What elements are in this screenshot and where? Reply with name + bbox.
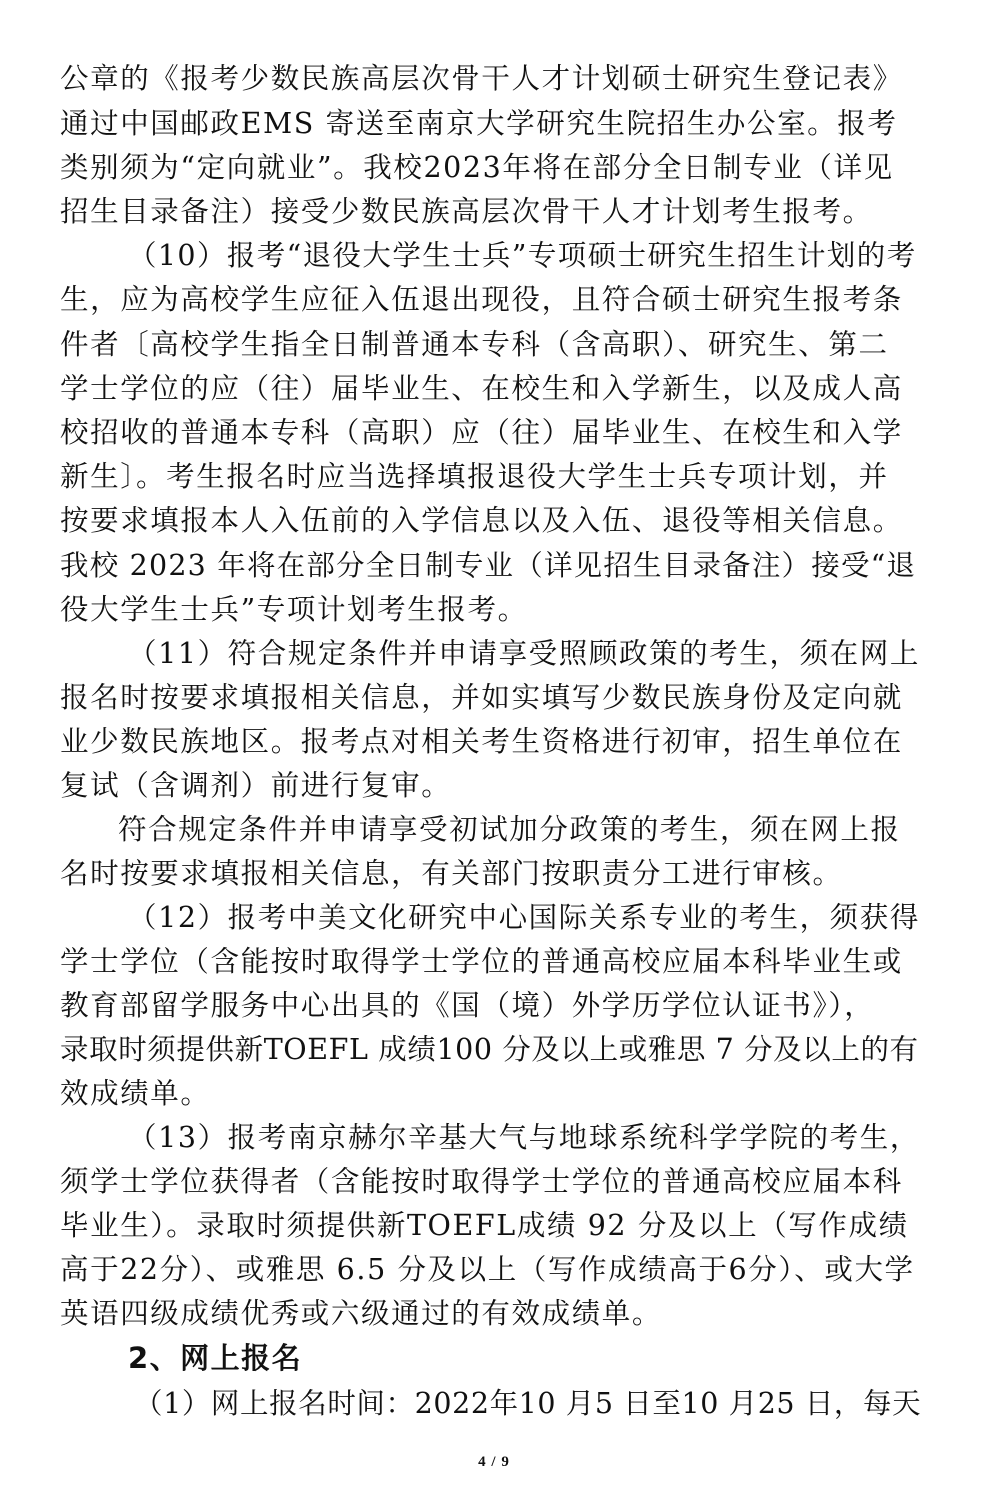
text-line: 新生〕。考生报名时应当选择填报退役大学生士兵专项计划，并 [60, 460, 889, 493]
text-line: 通过中国邮政EMS 寄送至南京大学研究生院招生办公室。报考 [60, 107, 898, 140]
text-line: 学士学位（含能按时取得学士学位的普通高校应届本科毕业生或 [60, 945, 903, 978]
text-line: 校招收的普通本专科（高职）应（往）届毕业生、在校生和入学 [60, 416, 903, 449]
text-line: （13）报考南京赫尔辛基大气与地球系统科学学院的考生， [128, 1121, 920, 1154]
text-line: 类别须为“定向就业”。我校2023年将在部分全日制专业（详见 [60, 151, 894, 184]
text-line: 公章的《报考少数民族高层次骨干人才计划硕士研究生登记表》 [60, 62, 903, 95]
text-line: （12）报考中美文化研究中心国际关系专业的考生，须获得 [128, 901, 920, 934]
text-line: 录取时须提供新TOEFL 成绩100 分及以上或雅思 7 分及以上的有 [60, 1033, 919, 1066]
text-line: 高于22分）、或雅思 6.5 分及以上（写作成绩高于6分）、或大学 [60, 1253, 915, 1286]
text-line: 教育部留学服务中心出具的《国（境）外学历学位认证书》）， [60, 989, 875, 1022]
text-line: 按要求填报本人入伍前的入学信息以及入伍、退役等相关信息。 [60, 504, 903, 537]
text-line: 我校 2023 年将在部分全日制专业（详见招生目录备注）接受“退 [60, 549, 917, 582]
text-line: 须学士学位获得者（含能按时取得学士学位的普通高校应届本科 [60, 1165, 903, 1198]
text-line: （10）报考“退役大学生士兵”专项硕士研究生招生计划的考 [128, 239, 917, 272]
page-number: 4 / 9 [478, 1454, 510, 1470]
text-line: 效成绩单。 [60, 1077, 211, 1110]
text-line: 招生目录备注）接受少数民族高层次骨干人才计划考生报考。 [60, 195, 873, 228]
text-line: 报名时按要求填报相关信息，并如实填写少数民族身份及定向就 [60, 681, 903, 714]
text-line: 役大学生士兵”专项计划考生报考。 [60, 593, 528, 626]
text-line: 业少数民族地区。报考点对相关考生资格进行初审，招生单位在 [60, 725, 903, 758]
text-line: 名时按要求填报相关信息，有关部门按职责分工进行审核。 [60, 857, 843, 890]
section-heading: 2、网上报名 [128, 1341, 303, 1375]
text-line: （11）符合规定条件并申请享受照顾政策的考生，须在网上 [128, 637, 920, 670]
text-line: 复试（含调剂）前进行复审。 [60, 769, 452, 802]
text-line: 学士学位的应（往）届毕业生、在校生和入学新生，以及成人高 [60, 372, 903, 405]
text-line: 件者〔高校学生指全日制普通本专科（含高职）、研究生、第二 [60, 328, 889, 361]
text-line: 英语四级成绩优秀或六级通过的有效成绩单。 [60, 1297, 663, 1330]
text-line: 毕业生）。录取时须提供新TOEFL成绩 92 分及以上（写作成绩 [60, 1209, 909, 1242]
text-line: （1）网上报名时间：2022年10 月5 日至10 月25 日，每天 [134, 1387, 922, 1420]
text-line: 符合规定条件并申请享受初试加分政策的考生，须在网上报 [118, 813, 901, 846]
text-line: 生，应为高校学生应征入伍退出现役，且符合硕士研究生报考条 [60, 283, 903, 316]
